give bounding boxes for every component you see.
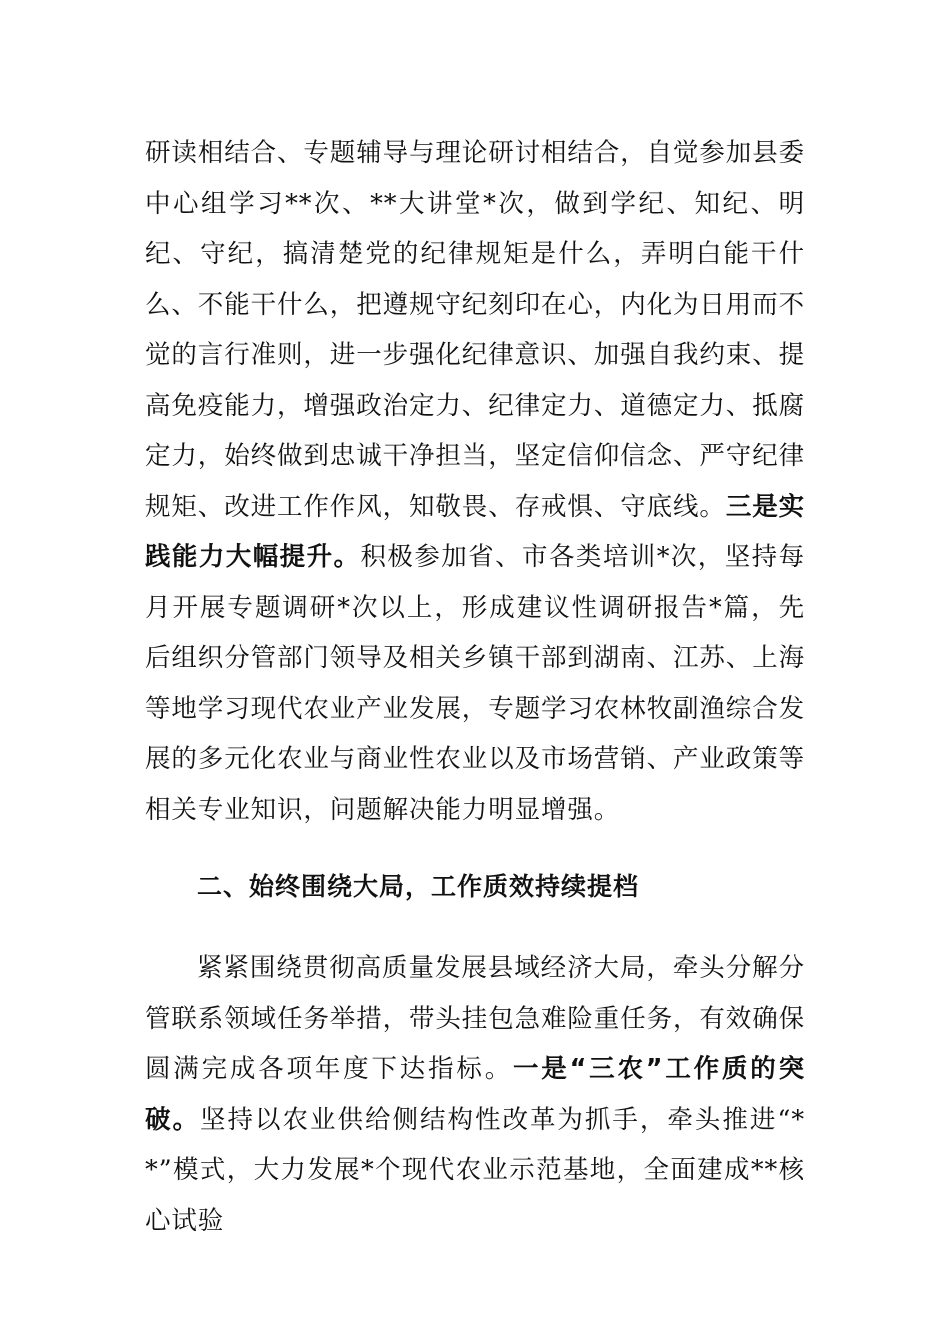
paragraph-2-text-a: 紧紧围绕贯彻高质量发展县域经济大局，牵头分解分管联系领域任务举措，带头挂包急难险重任务，有效确保圆满完成各项年度下达指标。 (145, 953, 806, 1084)
body-paragraph-1 (145, 128, 805, 835)
paragraph-1-text-a: 研读相结合、专题辅导与理论研讨相结合，自觉参加县委中心组学习**次、**大讲堂*次，做到学纪、知纪、明纪、守纪，搞清楚党的纪律规矩是什么，弄明白能干什么、不能干什么，把遵规守纪刻印在心，内化为日用而不觉的言行准则，进一步强化纪律意识、加强自我约束、提高免疫能力，增强政治定力、纪律定力、道德定力、抵腐定力，始终做到忠诚干净担当，坚定信仰信念、严守纪律规矩、改进工作作风，知敬畏、存戒惧、守底线。 (145, 138, 806, 522)
section-heading: 二、始终围绕大局，工作质效持续提档 (197, 872, 640, 901)
paragraph-2-text-b: 坚持以农业供给侧结构性改革为抓手，牵头推进“**”模式，大力发展*个现代农业示范基地，全面建成**核心试验 (145, 1104, 805, 1236)
paragraph-2-bold-lead: 一是“三农”工作质的突破。 (145, 1054, 805, 1135)
paragraph-1-text-b: 积极参加省、市各类培训*次，坚持每月开展专题调研*次以上，形成建议性调研报告*篇，先后组织分管部门领导及相关乡镇干部到湖南、江苏、上海等地学习现代农业产业发展，专题学习农林牧副渔综合发展的多元化农业与商业性农业以及市场营销、产业政策等相关专业知识，问题解决能力明显增强。 (145, 542, 806, 825)
body-paragraph-2 (145, 943, 805, 1246)
paragraph-1-bold-lead: 三是实践能力大幅提升。 (145, 491, 806, 572)
